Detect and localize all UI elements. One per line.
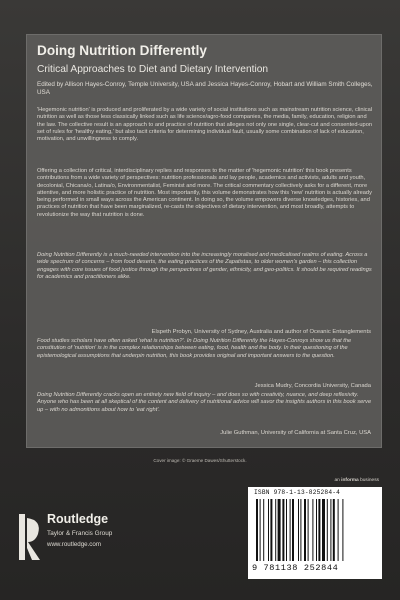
- publisher-name: Routledge: [47, 512, 109, 526]
- barcode-number: 9 781138 252844: [252, 563, 339, 573]
- isbn-label: ISBN 978-1-13-825284-4: [254, 489, 341, 496]
- informa-suffix: business: [360, 478, 379, 483]
- barcode-bars: [256, 499, 374, 561]
- routledge-logo-icon: [18, 512, 44, 562]
- endorsement-quote-3: Doing Nutrition Differently cracks open an entirely new field of inquiry – and does so with creativity, nuance, and deep reflexivity. Anyone who has been at all skeptical of the content and delivery of nutritional advice will savor the insights authors in this book serve up – with no admonitions about how to 'eat right'.: [37, 392, 372, 413]
- endorsement-attribution-2: Jessica Mudry, Concordia University, Canada: [254, 383, 371, 389]
- publisher-website: www.routledge.com: [47, 541, 101, 548]
- publisher-group: Taylor & Francis Group: [47, 530, 113, 537]
- text-panel: [26, 34, 382, 448]
- endorsement-quote-2: Food studies scholars have often asked 'what is nutrition?'. In Doing Nutrition Differently the Hayes-Conroys show us that the constitution of 'nutrition' is in the complex relationships between eating, food, health and the body. In their questioning of the epistemological assumptions that underpin nutrition, this book provides original and important answers to the question.: [37, 338, 352, 359]
- endorsement-attribution-1: Elspeth Probyn, University of Sydney, Australia and author of Oceanic Entanglements: [151, 329, 371, 335]
- description-paragraph-1: 'Hegemonic nutrition' is produced and proliferated by a wide variety of social institutions such as mainstream nutrition science, clinical nutrition as well as those less classically linked such as life science/agro-food companies, the media, family, education, religion and the law. The collective result is an approach to and practice of nutrition that alleges not only one single, clear-cut and consented-upon set of rules for 'healthy eating,' but also tacit criteria for determining individual fault, usually some combination of lack of education, motivation, and unwillingness to comply.: [37, 107, 373, 142]
- editors-line: Edited by Allison Hayes-Conroy, Temple University, USA and Jessica Hayes-Conroy, Hobart and William Smith Colleges, USA: [37, 81, 373, 97]
- endorsement-quote-1: Doing Nutrition Differently is a much-needed intervention into the increasingly moralised and medicalised realms of eating. Across a wide spectrum of concerns – from food deserts, the eating practices of the Zapatistas, to older women's garden – this collection engages with core issues of food justice through the perspectives of gender, ethnicity, and geo-politics. It should be required readings for academics and practitioners alike.: [37, 252, 372, 280]
- cover-image-credit: Cover image: © Graeme Dawes/Shutterstock.: [153, 458, 247, 463]
- book-title: Doing Nutrition Differently: [37, 43, 207, 58]
- isbn-barcode: [248, 487, 382, 579]
- description-paragraph-2: Offering a collection of critical, interdisciplinary replies and responses to the matter of 'hegemonic nutrition' this book presents contributions from a wide variety of perspectives: nutrition professionals and lay people, academics and activists, adults and youth, decolonial, Chicana/o, Latina/o, Environmentalist, Feminist and more. The critical commentary collectively asks for a different, more attentive, and more holistic practice of nutrition. Most importantly, this volume demonstrates how this 'new' nutrition is actually already being performed in small ways across the American continent. In doing so, the volume empowers diverse knowledges, histories, and practices of nutrition that have been marginalized, re-casts the objectives of dietary intervention, and most broadly, attempts to revolutionize the way that nutrition is done.: [37, 168, 372, 218]
- informa-brand: informa: [341, 478, 359, 483]
- informa-prefix: an: [334, 478, 340, 483]
- book-subtitle: Critical Approaches to Diet and Dietary Intervention: [37, 64, 269, 75]
- endorsement-attribution-3: Julie Guthman, University of California at Santa Cruz, USA: [220, 430, 371, 436]
- informa-business-tag: [334, 478, 379, 483]
